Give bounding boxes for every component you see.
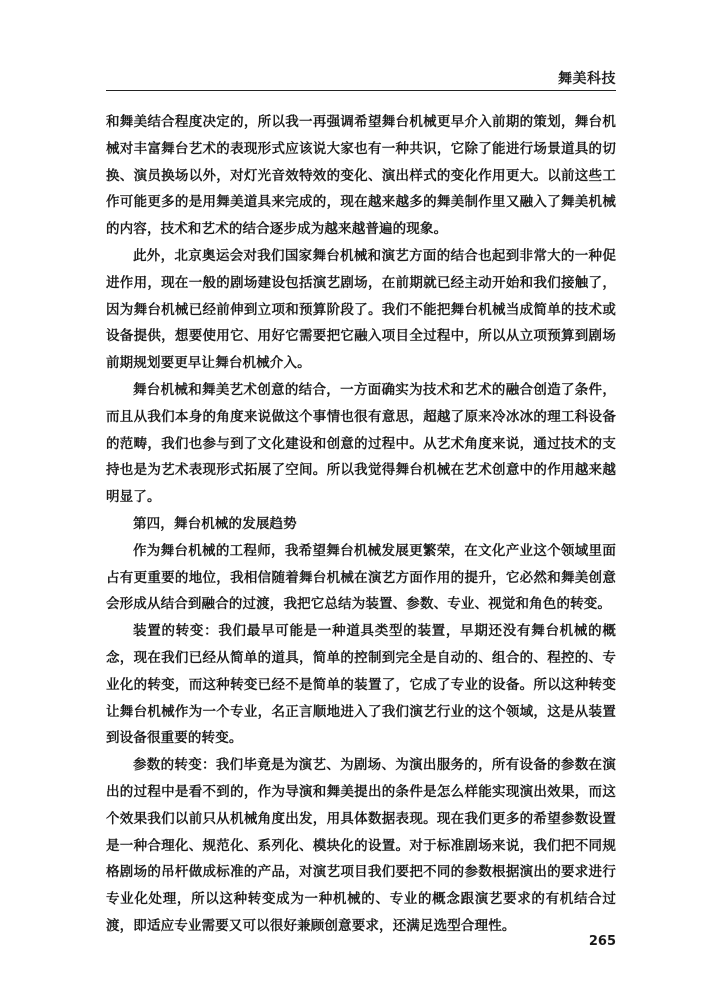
page-number: 265 (588, 934, 616, 949)
paragraph: 舞台机械和舞美艺术创意的结合，一方面确实为技术和艺术的融合创造了条件，而且从我们本身的角度来说做这个事情也很有意思，超越了原来冷冰冰的理工科设备的范畴，我们也参与到了文化建设和创意的过程中。从艺术角度来说，通过技术的支持也是为艺术表现形式拓展了空间。所以我觉得舞台机械在艺术创意中的作用越来越明显了。 (106, 381, 616, 506)
section-heading: 第四，舞台机械的发展趋势 (133, 515, 297, 532)
paragraph: 装置的转变：我们最早可能是一种道具类型的装置，早期还没有舞台机械的概念，现在我们已经从简单的道具，简单的控制到完全是自动的、组合的、程控的、专业化的转变，而这种转变已经不是简单的装置了，它成了专业的设备。所以这种转变让舞台机械作为一个专业，名正言顺地进入了我们演艺行业的这个领域，这是从装置到设备很重要的转变。 (106, 623, 616, 747)
header-divider (106, 90, 616, 91)
running-header-title: 舞美科技 (558, 71, 616, 87)
paragraph: 此外，北京奥运会对我们国家舞台机械和演艺方面的结合也起到非常大的一种促进作用，现在一般的剧场建设包括演艺剧场，在前期就已经主动开始和我们接触了，因为舞台机械已经前伸到立项和预算阶段了。我们不能把舞台机械当成简单的技术或设备提供，想要使用它、用好它需要把它融入项目全过程中，所以从立项预算到剧场前期规划要更早让舞台机械介入。 (106, 247, 616, 372)
paragraph-continuation: 和舞美结合程度决定的，所以我一再强调希望舞台机械更早介入前期的策划，舞台机械对丰富舞台艺术的表现形式应该说大家也有一种共识，它除了能进行场景道具的切换、演员换场以外，对灯光音效特效的变化、演出样式的变化作用更大。以前这些工作可能更多的是用舞美道具来完成的，现在越来越多的舞美制作里又融入了舞美机械的内容，技术和艺术的结合逐步成为越来越普遍的现象。 (106, 114, 616, 238)
paragraph: 作为舞台机械的工程师，我希望舞台机械发展更繁荣，在文化产业这个领域里面占有更重要的地位，我相信随着舞台机械在演艺方面作用的提升，它必然和舞美创意会形成从结合到融合的过渡，我把它总结为装置、参数、专业、视觉和角色的转变。 (106, 542, 616, 613)
body-text (106, 109, 616, 940)
paragraph: 参数的转变：我们毕竟是为演艺、为剧场、为演出服务的，所有设备的参数在演出的过程中是看不到的，作为导演和舞美提出的条件是怎么样能实现演出效果，而这个效果我们以前只从机械角度出发，用具体数据表现。现在我们更多的希望参数设置是一种合理化、规范化、系列化、模块化的设置。对于标准剧场来说，我们把不同规格剧场的吊杆做成标准的产品，对演艺项目我们要把不同的参数根据演出的要求进行专业化处理，所以这种转变成为一种机械的、专业的概念跟演艺要求的有机结合过渡，即适应专业需要又可以很好兼顾创意要求，还满足选型合理性。 (106, 757, 616, 934)
